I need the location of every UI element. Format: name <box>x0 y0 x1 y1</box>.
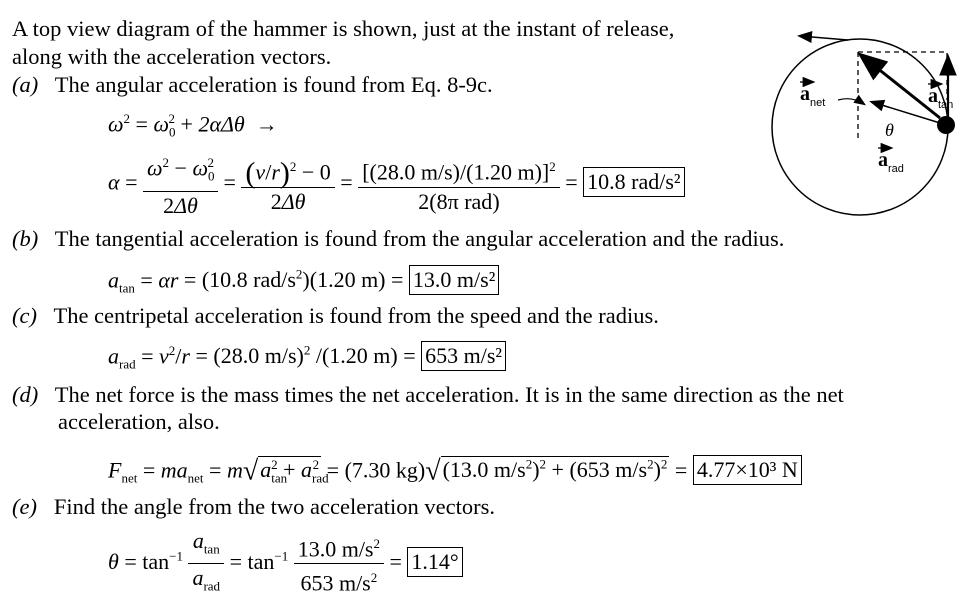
orbit-circle <box>772 39 948 215</box>
equation-alpha: α = $\frac{\omega^2 - \omega_0^2}{2\Delta\theta}$ = $\frac{(v/r)^2 - 0}{2\Delta\theta}$ = $\frac{[(28.0 m/s)/(1.20 m)]^2}{\text{2(8π rad)}}$ = 10.8 rad/s² <box>108 150 685 219</box>
part-e-text: Find the angle from the two acceleration vectors. <box>53 494 495 519</box>
part-d-line-1: The net force is the mass times the net acceleration. It is in the same direction as the net <box>54 382 844 407</box>
hammer-ball <box>937 116 955 134</box>
part-b-label: (b) <box>12 226 39 251</box>
a-tan-sub: tan <box>938 99 954 111</box>
part-b-heading <box>12 226 784 252</box>
part-a-heading <box>12 72 493 98</box>
answer-a-rad-box: 653 m/s² <box>421 341 506 371</box>
rotation-direction-arrow <box>800 36 848 40</box>
answer-a-tan-box: 13.0 m/s² <box>409 265 499 295</box>
hammer-diagram <box>740 20 960 220</box>
part-d-line-2: acceleration, also. <box>58 409 220 434</box>
a-tan-label: a <box>928 85 938 107</box>
a-net-label: a <box>800 83 810 105</box>
answer-alpha-box: 10.8 rad/s² <box>583 167 684 197</box>
part-a-label: (a) <box>12 72 39 97</box>
equation-a-tan: $a_{tan} = \alpha r = (10.8$ rad/$s^2)(1.20$ m) = 13.0 m/s² <box>108 262 499 302</box>
answer-f-net-box: 4.77×10³ N <box>693 455 802 485</box>
equation-omega-squared: $\omega^2 = \omega_0^2 + 2\alpha\Delta\theta$ → <box>108 111 278 140</box>
part-e-heading <box>12 494 495 520</box>
radius-value: 1.20 m <box>473 159 535 185</box>
a-net-pointer <box>838 99 864 104</box>
intro-line-2: along with the acceleration vectors. <box>12 44 332 69</box>
part-c-text: The centripetal acceleration is found from the speed and the radius. <box>53 303 659 328</box>
a-net-sub: net <box>810 97 826 109</box>
angle-value: 8π rad <box>436 188 493 214</box>
equation-f-net: $F_{net} = ma_{net} = m√a_{tan}^2 + a_{rad}^2 = (7.30$ kg)√(13.0 $m/s^2)^2 + (653$ $m/s^2)^2 = 4.77\times 10^3$ N <box>108 452 802 492</box>
part-d-heading <box>12 382 844 408</box>
part-a-text: The angular acceleration is found from Eq. 8-9c. <box>54 72 493 97</box>
theta-label: θ <box>885 120 894 140</box>
answer-theta-box: 1.14° <box>407 547 462 577</box>
intro-line-1: A top view diagram of the hammer is shown, just at the instant of release, <box>12 16 675 41</box>
part-c-heading <box>12 303 659 329</box>
a-rad-label: a <box>878 149 888 171</box>
equation-a-rad: $a_{rad} = v^2/r = (28.0$ m/s)$^2$ /(1.20 m) = 653 m/s² <box>108 338 506 378</box>
part-e-label: (e) <box>12 494 37 519</box>
speed-value: 28.0 m/s <box>376 159 453 185</box>
mass-value: 7.30 kg <box>351 457 418 483</box>
a-rad-sub: rad <box>888 163 904 175</box>
part-d-label: (d) <box>12 382 39 407</box>
part-c-label: (c) <box>12 303 37 328</box>
part-b-text: The tangential acceleration is found from the angular acceleration and the radius. <box>54 226 785 251</box>
equation-theta: $\theta = \tan^{-1}$ $\frac{a_{tan}}{a_{rad}}$ = $\tan^{-1}$ $\frac{13.0 m/s^2}{653 m/s^2}$ = 1.14° <box>108 528 463 600</box>
